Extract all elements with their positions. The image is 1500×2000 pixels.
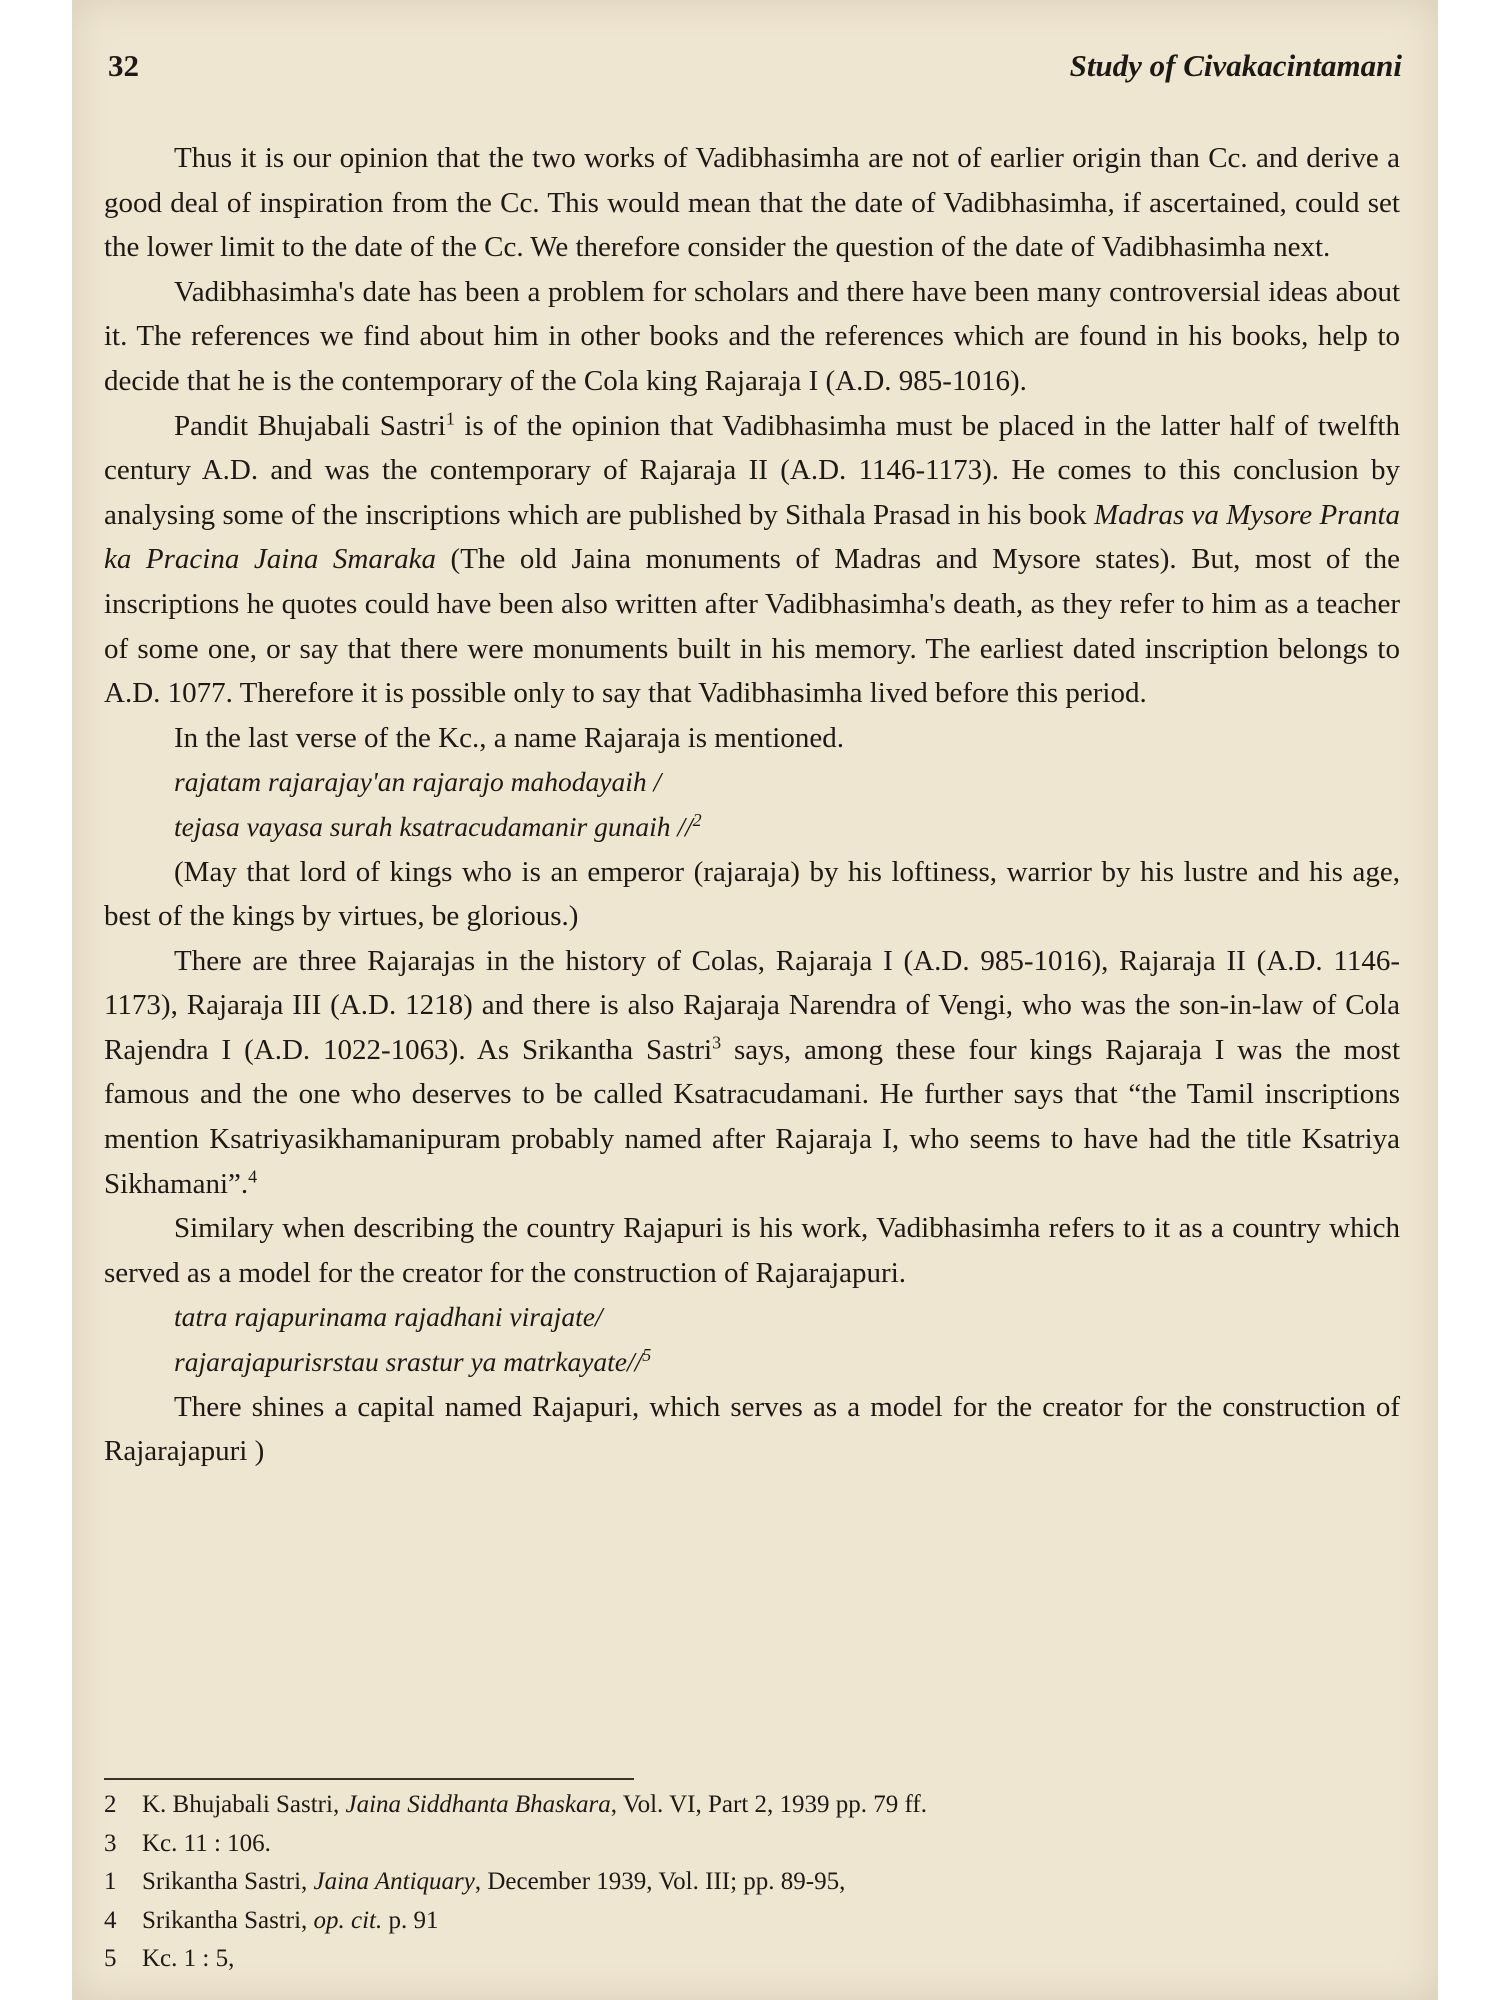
paragraph-text: Pandit Bhujabali Sastri	[174, 409, 446, 442]
footnote-divider	[104, 1778, 634, 1780]
footnote-number: 1	[104, 1868, 117, 1895]
verse-line	[104, 1340, 1400, 1385]
footnote	[104, 1863, 1400, 1902]
footnote-marker: 2	[692, 809, 702, 830]
footnote-marker: 5	[642, 1344, 652, 1365]
footnote-marker: 1	[445, 407, 455, 428]
footnote-title: Jaina Antiquary	[313, 1868, 475, 1895]
paragraph-text: (The old Jaina monuments of Madras and Mysore states). But, most of the inscriptions he quotes could have been also written after Vadibhasimha's death, as they refer to him as a teacher of some one, or say that there were monuments built in his memory. The earliest dated inscription belongs to A.D. 1077. Therefore it is possible only to say that Vadibhasimha lived before this period.	[104, 543, 1400, 710]
paragraph: Thus it is our opinion that the two works of Vadibhasimha are not of earlier origin than Cc. and derive a good deal of inspiration from the Cc. This would mean that the date of Vadibhasimha, if ascertained, could set the lower limit to the date of the Cc. We therefore consider the question of the date of Vadibhasimha next.	[104, 142, 1400, 264]
footnote-number: 5	[104, 1945, 117, 1972]
footnote-marker: 4	[248, 1166, 258, 1186]
footnote-text: , December 1939, Vol. III; pp. 89-95,	[474, 1868, 846, 1895]
footnote-text: Kc. 11 : 106.	[142, 1829, 271, 1857]
footnote-text: Srikantha Sastri,	[142, 1868, 314, 1895]
footnote	[104, 1902, 1400, 1941]
footnote-number: 4	[104, 1906, 117, 1934]
paragraph: In the last verse of the Kc., a name Rajaraja is mentioned.	[174, 721, 844, 754]
footnote	[104, 1940, 1400, 1979]
verse-line: tatra rajapurinama rajadhani virajate/	[174, 1301, 603, 1333]
book-title: Madras va Mysore Pranta ka Pracina Jaina Smaraka	[104, 498, 1400, 576]
paragraph: (May that lord of kings who is an emperor (rajaraja) by his loftiness, warrior by his lustre and his age, best of the kings by virtues, be glorious.)	[104, 855, 1400, 933]
verse-text: rajarajapurisrstau srastur ya matrkayate//	[174, 1346, 643, 1378]
footnotes	[104, 1786, 1400, 1979]
page-body	[104, 136, 1400, 1474]
paragraph: Vadibhasimha's date has been a problem for scholars and there have been many controversial ideas about it. The references we find about him in other books and the references which are found in his books, help to decide that he is the contemporary of the Cola king Rajaraja I (A.D. 985-1016).	[104, 275, 1400, 397]
footnote-text: , Vol. VI, Part 2, 1939 pp. 79 ff.	[610, 1791, 927, 1818]
footnote-text: Srikantha Sastri,	[142, 1906, 314, 1934]
paragraph-text: There are three Rajarajas in the history of Colas, Rajaraja I (A.D. 985-1016), Rajaraja II (A.D. 1146-1173), Rajaraja III (A.D. 1218) and there is also Rajaraja Narendra of Vengi, who was the son-in-law of Cola Rajendra I (A.D. 1022-1063). As Srikantha Sastri	[104, 944, 1400, 1066]
footnote-title: op. cit.	[313, 1906, 383, 1934]
running-title: Study of Civakacintamani	[1069, 48, 1402, 83]
paragraph	[104, 939, 1400, 1207]
paragraph: There shines a capital named Rajapuri, which serves as a model for the creator for the construction of Rajarajapuri )	[104, 1390, 1400, 1468]
footnote	[104, 1825, 1400, 1864]
verse-line: rajatam rajarajay'an rajarajo mahodayaih /	[174, 766, 662, 798]
verse-line	[104, 805, 1400, 850]
page-number: 32	[108, 48, 139, 83]
footnote-text: K. Bhujabali Sastri,	[142, 1791, 346, 1818]
verse-text: tejasa vayasa surah ksatracudamanir gunaih //	[174, 810, 693, 842]
page-header	[108, 48, 1402, 92]
footnote-title: Jaina Siddhanta Bhaskara	[345, 1791, 611, 1818]
paragraph-text: is of the opinion that Vadibhasimha must be placed in the latter half of twelfth century A.D. and was the contemporary of Rajaraja II (A.D. 1146-1173). He comes to this conclusion by analysing some of the inscriptions which are published by Sithala Prasad in his book	[104, 409, 1400, 531]
paragraph	[104, 404, 1400, 716]
footnote-number: 2	[104, 1791, 117, 1818]
footnote-number: 3	[104, 1829, 117, 1857]
paragraph-text: says, among these four kings Rajaraja I was the most famous and the one who deserves to be called Ksatracudamani. He further says that “the Tamil inscriptions mention Ksatriyasikhamanipuram probably named after Rajaraja I, who seems to have had the title Ksatriya Sikhamani”.	[104, 1033, 1401, 1200]
footnote-text: p. 91	[382, 1906, 439, 1934]
footnote-text: Kc. 1 : 5,	[142, 1945, 235, 1972]
paragraph: Similary when describing the country Rajapuri is his work, Vadibhasimha refers to it as a country which served as a model for the creator for the construction of Rajarajapuri.	[104, 1212, 1400, 1289]
book-page	[72, 0, 1438, 2000]
footnote-marker: 3	[712, 1032, 722, 1053]
footnote	[104, 1786, 1400, 1825]
